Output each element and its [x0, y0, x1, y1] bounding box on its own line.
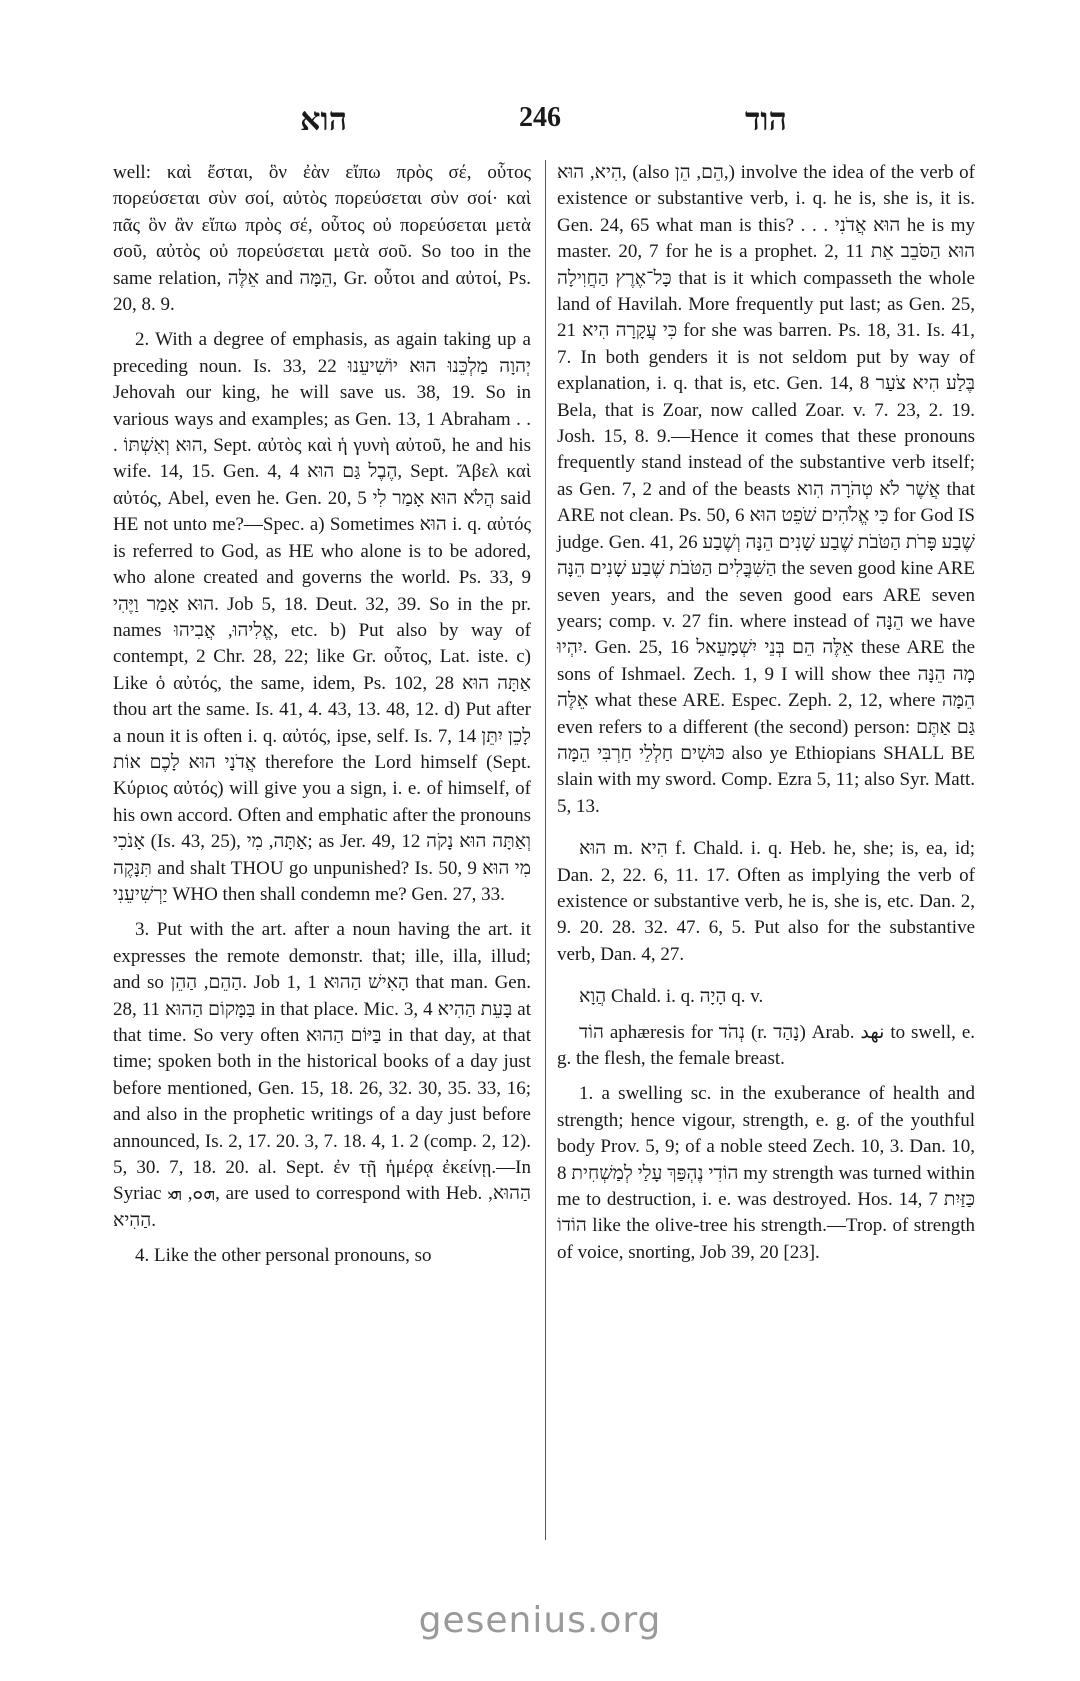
right-running-headword: הוד [745, 100, 787, 138]
entry-chald-huw: הוּא m. הִיא f. Chald. i. q. Heb. he, she; is, ea, id; Dan. 2, 22. 6, 11. 17. Often as implying the verb of existence or substantive verb, he is, she is, etc. Dan. 2, 9. 20. 28. 32. 47. 6, 5. Put also for the substantive verb, Dan. 4, 27. [557, 838, 976, 965]
left-running-headword: הוא [300, 100, 348, 138]
left-column [113, 160, 531, 1270]
entry-paragraph: 2. With a degree of emphasis, as again taking up a preceding noun. Is. 33, 22 יְהוָה מַלְכֵּנוּ הוּא יוֹשִׁיעֵנוּ Jehovah our king, he will save us. 38, 19. So in various ways and examples; as Gen. 13, 1 Abraham . . . הוּא וְאִשְׁתּוֹ, Sept. αὐτὸς καὶ ἡ γυνὴ αὐτοῦ, he and his wife. 14, 15. Gen. 4, 4 הֶבֶל גַּם הוּא, Sept. Ἄβελ καὶ αὐτός, Abel, even he. Gen. 20, 5 הֲלֹא הוּא אָמַר לִי said HE not unto me?—Spec. a) Sometimes הוּא i. q. αὐτός is referred to God, as HE who alone is to be adored, who alone created and governs the world. Ps. 33, 9 הוּא אָמַר וַיֶּהִי. Job 5, 18. Deut. 32, 39. So in the pr. names אֱלִיהוּ, אֲבִיהוּ, etc. b) Put also by way of contempt, 2 Chr. 28, 22; like Gr. οὗτος, Lat. iste. c) Like ὁ αὐτός, the same, idem, Ps. 102, 28 אַתָּה הוּא thou art the same. Is. 41, 4. 43, 13. 48, 12. d) Put after a noun it is often i. q. αὐτός, ipse, self. Is. 7, 14 לָכֵן יִתֵּן אֲדֹנָי הוּא לָכֶם אוֹת therefore the Lord himself (Sept. Κύριος αὐτός) will give you a sign, i. e. of himself, of his own accord. Often and emphatic after the pronouns אָנֹכִי (Is. 43, 25), אַתָּה, מִי; as Jer. 49, 12 וְאַתָּה הוּא נָקֹה תִּנָּקֶה and shalt THOU go unpunished? Is. 50, 9 מִי הוּא יַרְשִׁיעֵנִי WHO then shall condemn me? Gen. 27, 33. [113, 329, 532, 905]
entry-paragraph: well: καὶ ἔσται, ὃν ἐὰν εἴπω πρὸς σέ, οὗτος πορεύσεται σὺν σοί, αὐτὸς πορεύσεται σὺν σοί· καὶ πᾶς ὃν ἂν εἴπω πρὸς σέ, οὗτος οὐ πορεύσεται μετὰ σοῦ, αὐτὸς οὐ πορεύσεται μετὰ σοῦ. So too in the same relation, אֵלֶּה and הֵמָּה, Gr. οὗτοι and αὐτοί, Ps. 20, 8. 9. [113, 162, 531, 316]
right-column [557, 160, 975, 1266]
page-header [0, 100, 1080, 150]
entry-paragraph: 3. Put with the art. after a noun having the art. it expresses the remote demonstr. that; ille, illa, illud; and so הַהֵם, הַהֵן. Job 1, 1 הָאִישׁ הַהוּא that man. Gen. 28, 11 בַּמָּקוֹם הַהוּא in that place. Mic. 3, 4 בָּעֵת הַהִיא at that time. So very often בַּיּוֹם הַהוּא in that day, at that time; spoken both in the historical books of a day just before mentioned, Gen. 15, 18. 26, 32. 30, 35. 33, 16; and also in the prophetic writings of a day just before announced, Is. 2, 17. 20. 3, 7. 18. 4, 1. 2 (comp. 2, 12). 5, 30. 7, 18. 20. al. Sept. ἐν τῇ ἡμέρᾳ ἐκείνῃ.—In Syriac ܗܘ, ܗܝ, are used to correspond with Heb. הַהוּא, הַהִיא. [113, 919, 531, 1231]
entry-paragraph: 1. a swelling sc. in the exuberance of health and strength; hence vigour, strength, e. g. of the youthful body Prov. 5, 9; of a noble steed Zech. 10, 3. Dan. 10, 8 הוֹדִי נֶהְפַּךְ עָלַי לְמַשְׁחִית my strength was turned within me to destruction, i. e. was destroyed. Hos. 14, 7 כַּזַּיִת הוֹדוֹ like the olive-tree his strength.—Trop. of strength of voice, snorting, Job 39, 20 [23]. [557, 1083, 975, 1263]
site-watermark: gesenius.org [418, 1600, 662, 1641]
entry-hod: הוֹד aphæresis for נְהֹד (r. נָהַד) Arab. نهد to swell, e. g. the flesh, the female breast. [557, 1021, 975, 1069]
column-divider [545, 160, 546, 1540]
entry-chald-hawa: הֲוָא Chald. i. q. הָיָה q. v. [579, 986, 764, 1008]
entry-paragraph: 4. Like the other personal pronouns, so [135, 1245, 432, 1267]
page-number: 246 [519, 102, 561, 133]
entry-paragraph: הִיא, הוּא, (also הֵם, הֵן,) involve the idea of the verb of existence or substantive verb, i. q. he is, she is, it is. Gen. 24, 65 what man is this? . . . הוּא אֲדֹנִי he is my master. 20, 7 for he is a prophet. 2, 11 הוּא הַסֹּבֵב אֵת כָּל־אֶרֶץ הַחֲוִילָה that is it which compasseth the whole land of Havilah. More frequently put last; as Gen. 25, 21 כִּי עֲקָרָה הִיא for she was barren. Ps. 18, 31. Is. 41, 7. In both genders it is not seldom put by way of explanation, i. q. that is, etc. Gen. 14, 8 בֶּלַע הִיא צֹעַר Bela, that is Zoar, now called Zoar. v. 7. 23, 2. 19. Josh. 15, 8. 9.—Hence it comes that these pronouns frequently stand instead of the substantive verb itself; as Gen. 7, 2 and of the beasts אֲשֶׁר לֹא טְהֹרָה הִוא that ARE not clean. Ps. 50, 6 כִּי אֱלֹהִים שֹׁפֵט הוּא for God IS judge. Gen. 41, 26 שֶׁבַע פָּרֹת הַטֹּבֹת שֶׁבַע שָׁנִים הֵנָּה וְשֶׁבַע הַשִּׁבֳּלִים הַטֹּבֹת שֶׁבַע שָׁנִים הֵנָּה the seven good kine ARE seven years, and the seven good ears ARE seven years; comp. v. 27 fin. where instead of הֵנָּה we have יִהְיוּ. Gen. 25, 16 אֵלֶּה הֵם בְּנֵי יִשְׁמָעֵאל these ARE the sons of Ishmael. Zech. 1, 9 I will show thee מָה הֵנָּה אֵלֶּה what these ARE. Espec. Zeph. 2, 12, where הֵמָּה even refers to a different (the second) person: גַּם אַתֶּם כּוּשִׁים חַלְלֵי חַרְבִּי הֵמָּה also ye Ethiopians SHALL BE slain with my sword. Comp. Ezra 5, 11; also Syr. Matt. 5, 13. [557, 162, 976, 817]
